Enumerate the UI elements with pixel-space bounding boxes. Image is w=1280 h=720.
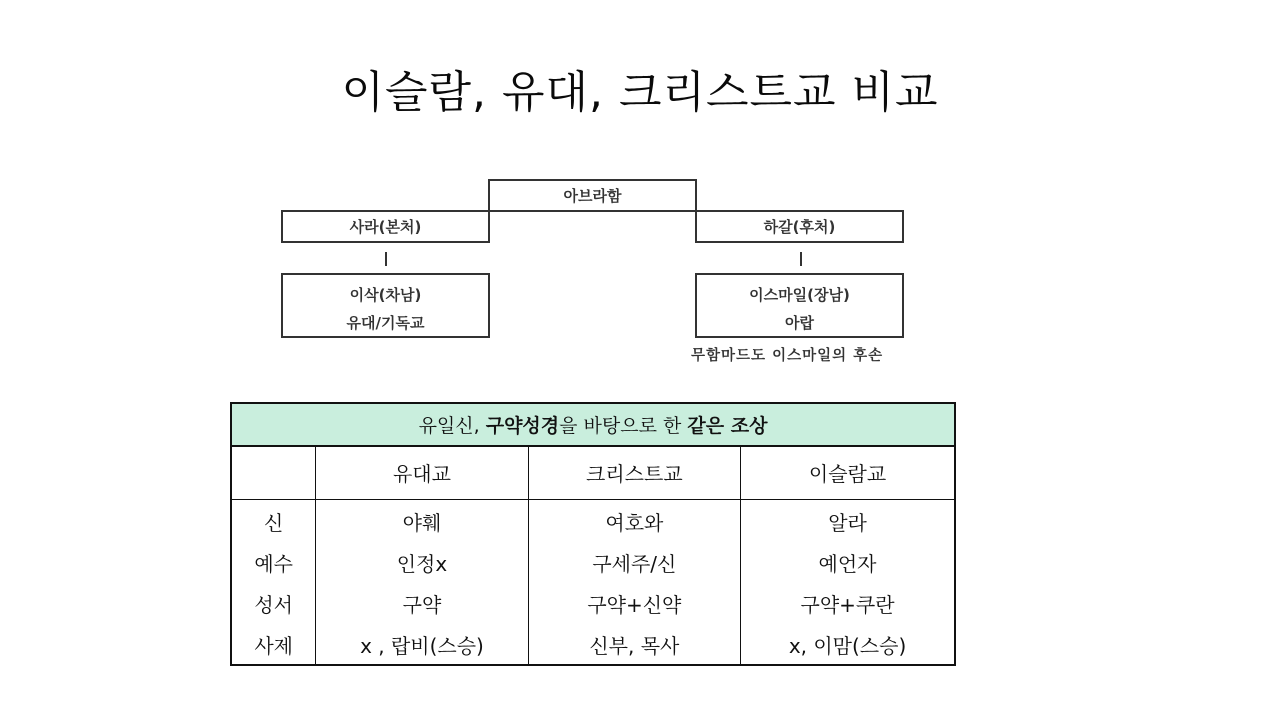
isaac-node — [281, 273, 490, 338]
slide-title: 이슬람, 유대, 크리스트교 비교 — [341, 67, 939, 118]
sarah-node: 사라(본처) — [281, 210, 490, 243]
judaism-cell: x , 랍비(스승) — [316, 624, 528, 665]
table-banner: 유일신, 구약성경을 바탕으로 한 같은 조상 — [231, 403, 955, 446]
islam-cell: 구약+쿠란 — [741, 583, 955, 624]
judaism-cell: 구약 — [316, 583, 528, 624]
christianity-cell: 여호와 — [528, 499, 740, 542]
table-row — [231, 624, 955, 665]
table-row — [231, 583, 955, 624]
table-header-row — [231, 446, 955, 499]
row-label: 사제 — [231, 624, 316, 665]
isaac-descendants: 유대/기독교 — [346, 314, 425, 332]
hagar-node: 하갈(후처) — [695, 210, 904, 243]
islam-cell: 알라 — [741, 499, 955, 542]
table-row — [231, 499, 955, 542]
christianity-cell: 구세주/신 — [528, 542, 740, 583]
table-row — [231, 542, 955, 583]
ishmael-descendants: 아랍 — [785, 314, 814, 332]
islam-cell: 예언자 — [741, 542, 955, 583]
ishmael-name: 이스마일(장남) — [749, 286, 850, 304]
christianity-cell: 구약+신약 — [528, 583, 740, 624]
islam-cell: x, 이맘(스승) — [741, 624, 955, 665]
ishmael-node — [695, 273, 904, 338]
abraham-node: 아브라함 — [488, 179, 697, 212]
row-label: 신 — [231, 499, 316, 542]
column-header-empty — [231, 446, 316, 499]
muhammad-note: 무함마드도 이스마일의 후손 — [691, 348, 884, 364]
column-header-islam: 이슬람교 — [741, 446, 955, 499]
column-header-christianity: 크리스트교 — [528, 446, 740, 499]
judaism-cell: 야훼 — [316, 499, 528, 542]
row-label: 예수 — [231, 542, 316, 583]
hagar-ishmael-connector — [800, 252, 802, 266]
row-label: 성서 — [231, 583, 316, 624]
sarah-isaac-connector — [385, 252, 387, 266]
isaac-name: 이삭(차남) — [349, 286, 422, 304]
judaism-cell: 인정x — [316, 542, 528, 583]
column-header-judaism: 유대교 — [316, 446, 528, 499]
table-banner-row — [231, 403, 955, 446]
religion-comparison-table — [230, 402, 956, 666]
christianity-cell: 신부, 목사 — [528, 624, 740, 665]
